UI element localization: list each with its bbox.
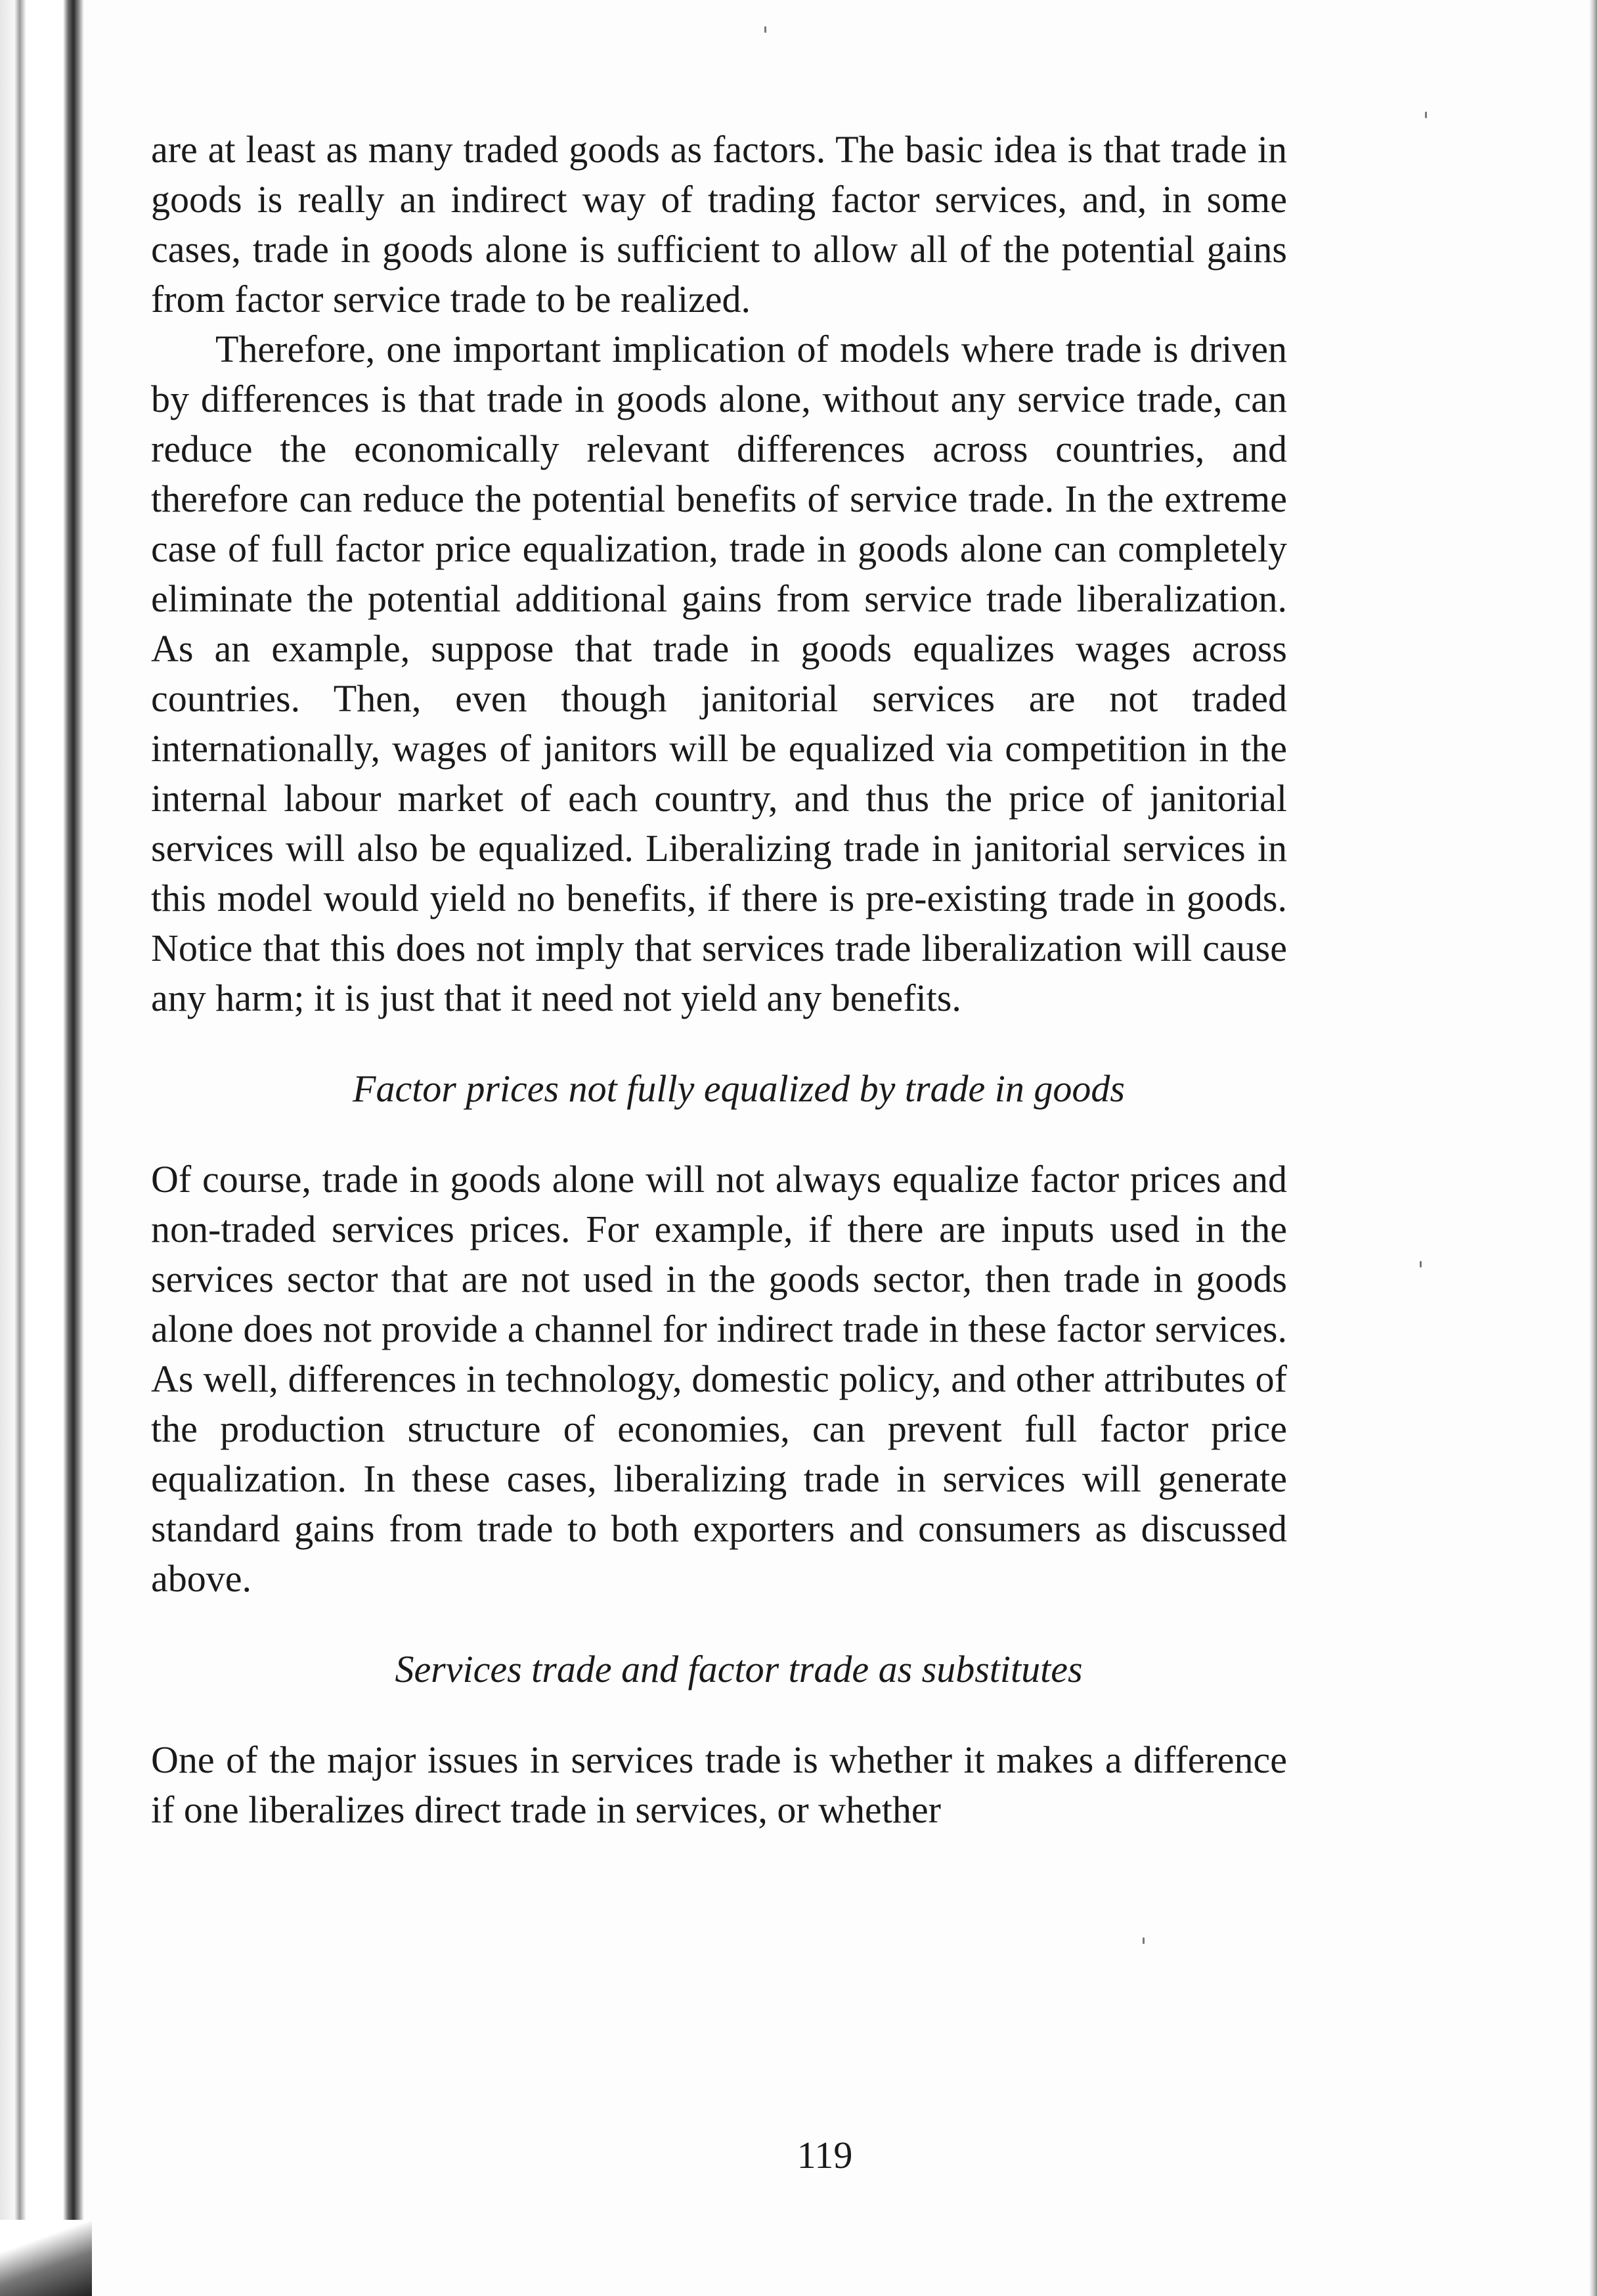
binding-shadow: [0, 2220, 92, 2296]
page-number: 119: [797, 2134, 853, 2176]
scan-speck: [1425, 112, 1427, 118]
page-right-edge: [1589, 0, 1597, 2296]
paragraph: Therefore, one important implication of models where trade is driven by differences is that trade in goods alone, without any service trade, can reduce the economically relevant differences across countries, and therefore can reduce the potential benefits of service trade. In the extreme case of full factor price equalization, trade in goods alone can completely eliminate the potential additional gains from service trade liberalization. As an example, suppose that trade in goods equalizes wages across countries. Then, even though janitorial services are not traded internationally, wages of janitors will be equalized via competition in the internal labour market of each country, and thus the price of janitorial services will also be equalized. Liberalizing trade in janitorial services in this model would yield no benefits, if there is pre-existing trade in goods. Notice that this does not imply that services trade liberalization will cause any harm; it is just that it need not yield any benefits.: [151, 328, 1287, 1019]
scan-speck: [1143, 1937, 1145, 1944]
paragraph: One of the major issues in services trade is whether it makes a difference if one liberalizes direct trade in services, or whether: [151, 1738, 1287, 1831]
binding-edge: [0, 0, 84, 2296]
scan-speck: [764, 26, 766, 33]
body-text: [151, 125, 1287, 1835]
paragraph: Of course, trade in goods alone will not always equalize factor prices and non-traded services prices. For example, if there are inputs used in the services sector that are not used in the goods sector, then trade in goods alone does not provide a channel for indirect trade in these factor services. As well, differences in technology, domestic policy, and other attributes of the production structure of economies, can prevent full factor price equalization. In these cases, liberalizing trade in services will generate standard gains from trade to both exporters and consumers as discussed above.: [151, 1158, 1287, 1600]
section-heading: Services trade and factor trade as substitutes: [395, 1648, 1083, 1690]
section-heading: Factor prices not fully equalized by trade in goods: [353, 1067, 1125, 1110]
scan-speck: [1420, 1261, 1422, 1268]
paragraph: are at least as many traded goods as factors. The basic idea is that trade in goods is really an indirect way of trading factor services, and, in some cases, trade in goods alone is sufficient to allow all of the potential gains from factor service trade to be realized.: [151, 128, 1287, 320]
